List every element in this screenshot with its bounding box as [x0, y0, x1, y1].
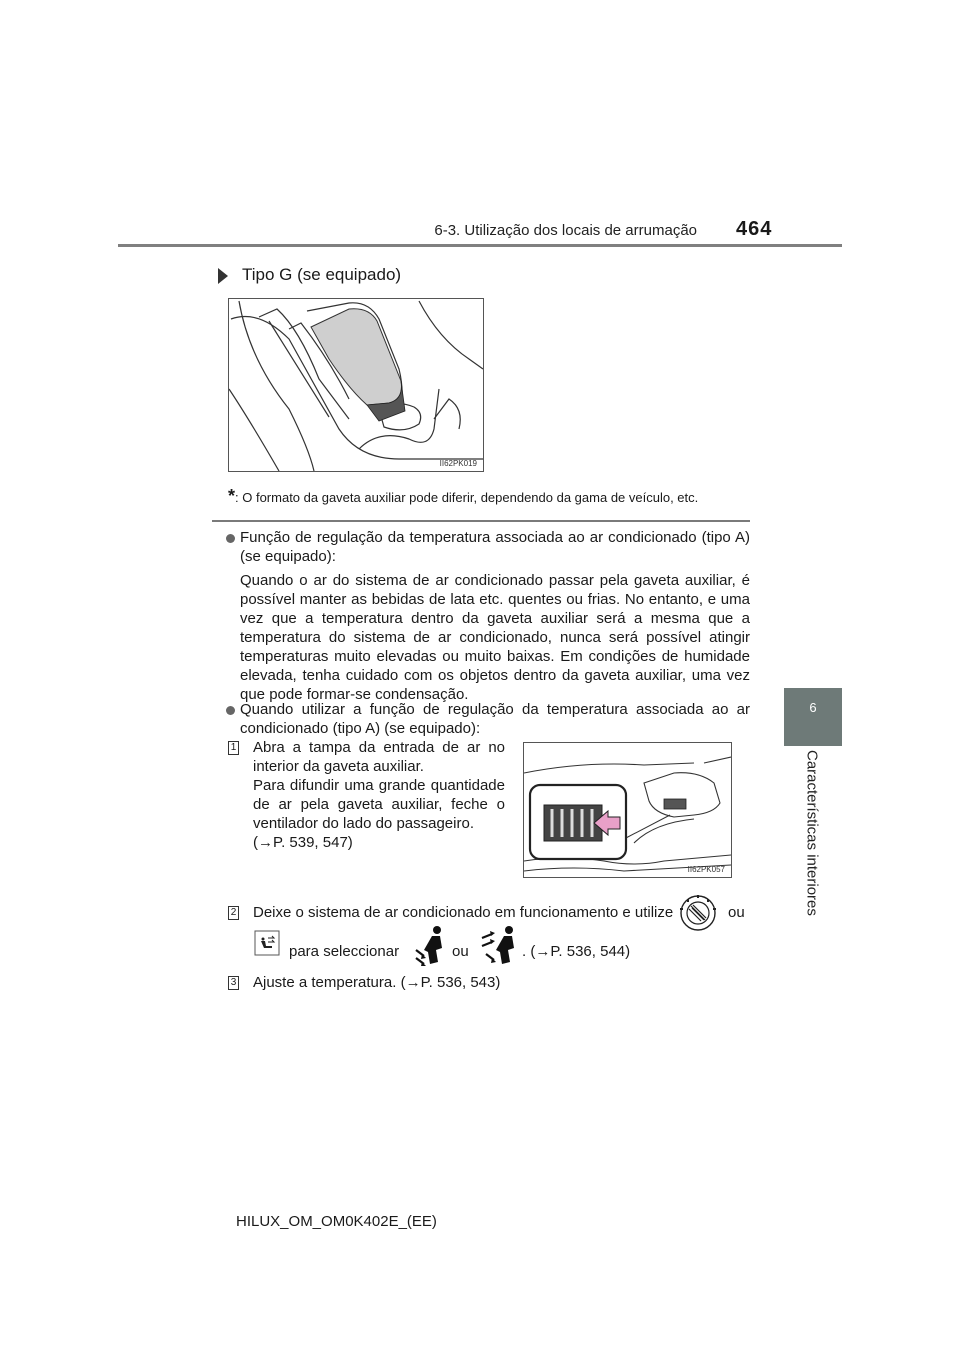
- step-1-text: [253, 738, 505, 852]
- chapter-number: 6: [809, 700, 817, 715]
- feet-airflow-icon: [414, 924, 448, 966]
- step-3-text: Ajuste a temperatura. (→P. 536, 543): [253, 974, 501, 991]
- section-divider: [212, 520, 750, 522]
- bullet-title-1: Função de regulação da temperatura associada ao ar condicionado (tipo A) (se equipado):: [240, 529, 750, 565]
- mode-dial-icon: [679, 894, 717, 932]
- step-number-1: 1: [228, 741, 239, 755]
- step-1-ref: (→P. 539, 547): [253, 834, 353, 851]
- step-number-3: 3: [228, 976, 239, 990]
- step-1-line-2: Para difundir uma grande quantidade de ar pela gaveta auxiliar, feche o ventilador do lado do passageiro.: [253, 777, 505, 832]
- vent-drawing: [524, 743, 731, 877]
- page-number: 464: [736, 218, 773, 240]
- figure-code: II62PK019: [439, 459, 477, 468]
- section-title: 6-3. Utilização dos locais de arrumação: [434, 222, 697, 239]
- header-divider: [118, 244, 842, 247]
- triangle-icon: [218, 268, 228, 284]
- step-2-line-1: Deixe o sistema de ar condicionado em funcionamento e utilize: [253, 904, 674, 921]
- step-2-ref: . (→P. 536, 544): [522, 943, 631, 960]
- foot-floor-button-icon: [254, 930, 280, 956]
- figure-code: II62PK057: [687, 865, 725, 874]
- chapter-label: Características interiores: [803, 750, 821, 916]
- step-1-line: Abra a tampa da entrada de ar no interior da gaveta auxiliar.: [253, 739, 505, 775]
- step-2-line-2: para seleccionar: [289, 943, 400, 960]
- step-number-2: 2: [228, 906, 239, 920]
- air-vent-illustration: [523, 742, 732, 878]
- footnote-mark: *: [228, 486, 236, 506]
- step-2-or-1: ou: [728, 904, 745, 921]
- document-code: HILUX_OM_OM0K402E_(EE): [236, 1213, 437, 1230]
- footnote-text: : O formato da gaveta auxiliar pode diferir, dependendo da gama de veículo, etc.: [235, 490, 699, 505]
- bullet-dot: [226, 534, 235, 543]
- feet-windshield-airflow-icon: [480, 924, 520, 966]
- footnote: [228, 486, 698, 507]
- chapter-tab: [784, 688, 842, 746]
- console-box-illustration: [228, 298, 484, 472]
- subheading: Tipo G (se equipado): [242, 265, 402, 284]
- bullet-title-2: Quando utilizar a função de regulação da temperatura associada ao ar condicionado (tipo A) (se equipado):: [240, 701, 750, 737]
- bullet-dot: [226, 706, 235, 715]
- console-drawing: [229, 299, 483, 471]
- bullet-body-1: Quando o ar do sistema de ar condicionado passar pela gaveta auxiliar, é possível manter as bebidas de lata etc. quentes ou frias. No entanto, e uma vez que a temperatura dentro da gaveta auxiliar será a mesma que a temperatura do sistema de ar condicionado, nunca será possível atingir temperaturas muito elevadas ou muito baixas. Em condições de humidade elevada, tenha cuidado com os objetos dentro da gaveta auxiliar, uma vez que pode formar-se condensação.: [240, 572, 750, 703]
- step-2-or-2: ou: [452, 943, 469, 960]
